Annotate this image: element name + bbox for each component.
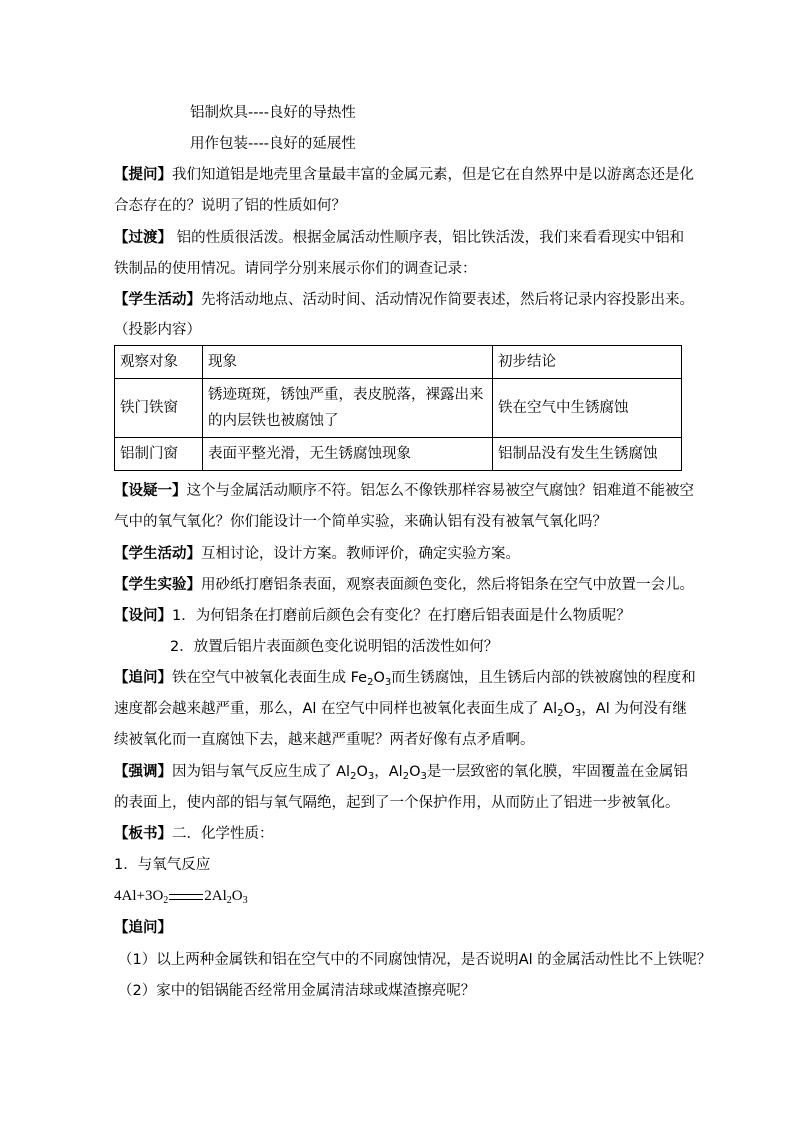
ask-para xyxy=(114,606,631,626)
blackboard-para xyxy=(114,824,274,844)
emphasis-text-1e: 是一层致密的氧化膜，牢固覆盖在金属铝 xyxy=(426,764,688,780)
followup-2-label: 【追问】 xyxy=(114,920,172,936)
emphasis-label: 【强调】 xyxy=(114,764,172,780)
transition-para xyxy=(114,228,684,248)
projection-note: （投影内容） xyxy=(114,322,201,338)
table-header-row xyxy=(115,346,682,379)
equation-right: 2Al xyxy=(204,888,227,904)
equation-left: 4Al+3O xyxy=(114,888,164,904)
followup-text-2b: O xyxy=(563,701,575,717)
followup-text-1c: 而生锈腐蚀，且生锈后内部的铁被腐蚀的程度和 xyxy=(391,670,696,686)
followup-text-2c: ，Al 为何没有继 xyxy=(581,701,687,717)
subscript: 3 xyxy=(420,771,427,782)
emphasis-text-1b: O xyxy=(356,764,368,780)
ask-text-2: 2．放置后铝片表面颜色变化说明铝的活泼性如何？ xyxy=(170,639,499,655)
doubt-text-1: 这个与金属活动顺序不符。铝怎么不像铁那样容易被空气腐蚀？铝难道不能被空 xyxy=(186,483,694,499)
followup-text-3: 续被氧化而一直腐蚀下去，越来越严重呢？两者好像有点矛盾啊。 xyxy=(114,732,535,748)
doubt-label: 【设疑一】 xyxy=(114,483,187,499)
table-cell: 铝制门窗 xyxy=(115,438,203,471)
student-activity-label: 【学生活动】 xyxy=(114,292,201,308)
subscript: 2 xyxy=(350,771,357,782)
experiment-para xyxy=(114,575,694,595)
followup-text-2a: 速度都会越来越严重，那么，Al 在空气中同样也被氧化表面生成了 Al xyxy=(114,701,558,717)
student-activity-text: 先将活动地点、活动时间、活动情况作简要表述，然后将记录内容投影出来。 xyxy=(201,292,694,308)
question-label: 【提问】 xyxy=(114,167,172,183)
emphasis-text-1c: ，Al xyxy=(374,764,403,780)
header-conclusion: 初步结论 xyxy=(493,346,682,379)
table-cell: 铝制品没有发生生锈腐蚀 xyxy=(493,438,682,471)
subscript: 2 xyxy=(163,895,169,906)
line-packaging: 用作包装----良好的延展性 xyxy=(190,136,356,152)
followup-2-item-1: （1）以上两种金属铁和铝在空气中的不同腐蚀情况，是否说明Al 的金属活动性比不上铁呢？ xyxy=(118,952,712,968)
equation-o: O xyxy=(231,888,243,904)
subscript: 3 xyxy=(367,771,375,782)
doubt-text-2: 气中的氧气氧化？你们能设计一个简单实验，来确认铝有没有被氧气氧化吗？ xyxy=(114,514,607,530)
student-activity-2-para xyxy=(114,544,520,564)
emphasis-text-1a: 因为铝与氧气反应生成了 Al xyxy=(172,764,351,780)
equation xyxy=(114,886,248,906)
line-cookware: 铝制炊具----良好的导热性 xyxy=(190,105,356,121)
subscript: 2 xyxy=(226,895,232,906)
table-row xyxy=(115,379,682,438)
transition-text-2: 铁制品的使用情况。请同学分别来展示你们的调查记录： xyxy=(114,261,477,277)
question-text-2: 合态存在的？说明了铝的性质如何？ xyxy=(114,198,346,214)
followup-text-1: 铁在空气中被氧化表面生成 Fe xyxy=(172,670,368,686)
transition-text-1: 铝的性质很活泼。根据金属活动性顺序表，铝比铁活泼，我们来看看现实中铝和 xyxy=(172,230,685,246)
student-activity-para xyxy=(114,290,694,310)
header-object: 观察对象 xyxy=(115,346,203,379)
header-phenomenon: 现象 xyxy=(203,346,493,379)
subscript: 2 xyxy=(367,677,374,688)
table-cell: 表面平整光滑，无生锈腐蚀现象 xyxy=(203,438,493,471)
blackboard-text: 二．化学性质： xyxy=(172,826,274,842)
table-cell: 锈迹斑斑，锈蚀严重，表皮脱落，裸露出来的内层铁也被腐蚀了 xyxy=(203,379,493,438)
subscript: 3 xyxy=(384,677,392,688)
experiment-text: 用砂纸打磨铝条表面，观察表面颜色变化，然后将铝条在空气中放置一会儿。 xyxy=(201,577,694,593)
experiment-label: 【学生实验】 xyxy=(114,577,201,593)
table-cell: 铁在空气中生锈腐蚀 xyxy=(493,379,682,438)
transition-label: 【过渡】 xyxy=(114,230,172,246)
emphasis-text-1d: O xyxy=(409,764,421,780)
student-activity-2-label: 【学生活动】 xyxy=(114,546,201,562)
student-activity-2-text: 互相讨论，设计方案。教师评价，确定实验方案。 xyxy=(201,546,520,562)
ask-text-1: 1．为何铝条在打磨前后颜色会有变化？在打磨后铝表面是什么物质呢？ xyxy=(172,608,631,624)
table-cell: 铁门铁窗 xyxy=(115,379,203,438)
doubt-para xyxy=(114,481,694,501)
followup-para xyxy=(114,668,696,688)
subscript: 2 xyxy=(557,708,564,719)
equals-sign xyxy=(169,894,203,900)
subscript: 3 xyxy=(574,708,582,719)
followup-text-2 xyxy=(114,699,687,719)
emphasis-para xyxy=(114,762,688,782)
followup-text-1b: O xyxy=(373,670,385,686)
subscript: 2 xyxy=(402,771,410,782)
followup-2-item-2: （2）家中的铝锅能否经常用金属清洁球或煤渣擦亮呢？ xyxy=(118,983,476,999)
survey-table xyxy=(114,345,682,471)
ask-label: 【设问】 xyxy=(114,608,172,624)
question-text-1: 我们知道铝是地壳里含量最丰富的金属元素，但是它在自然界中是以游离态还是化 xyxy=(172,167,694,183)
blackboard-label: 【板书】 xyxy=(114,826,172,842)
subscript: 3 xyxy=(242,895,248,906)
question-para xyxy=(114,165,694,185)
emphasis-text-2: 的表面上，使内部的铝与氧气隔绝，起到了一个保护作用，从而防止了铝进一步被氧化。 xyxy=(114,795,680,811)
blackboard-item-1: 1．与氧气反应 xyxy=(114,857,211,873)
table-row xyxy=(115,438,682,471)
followup-label: 【追问】 xyxy=(114,670,172,686)
